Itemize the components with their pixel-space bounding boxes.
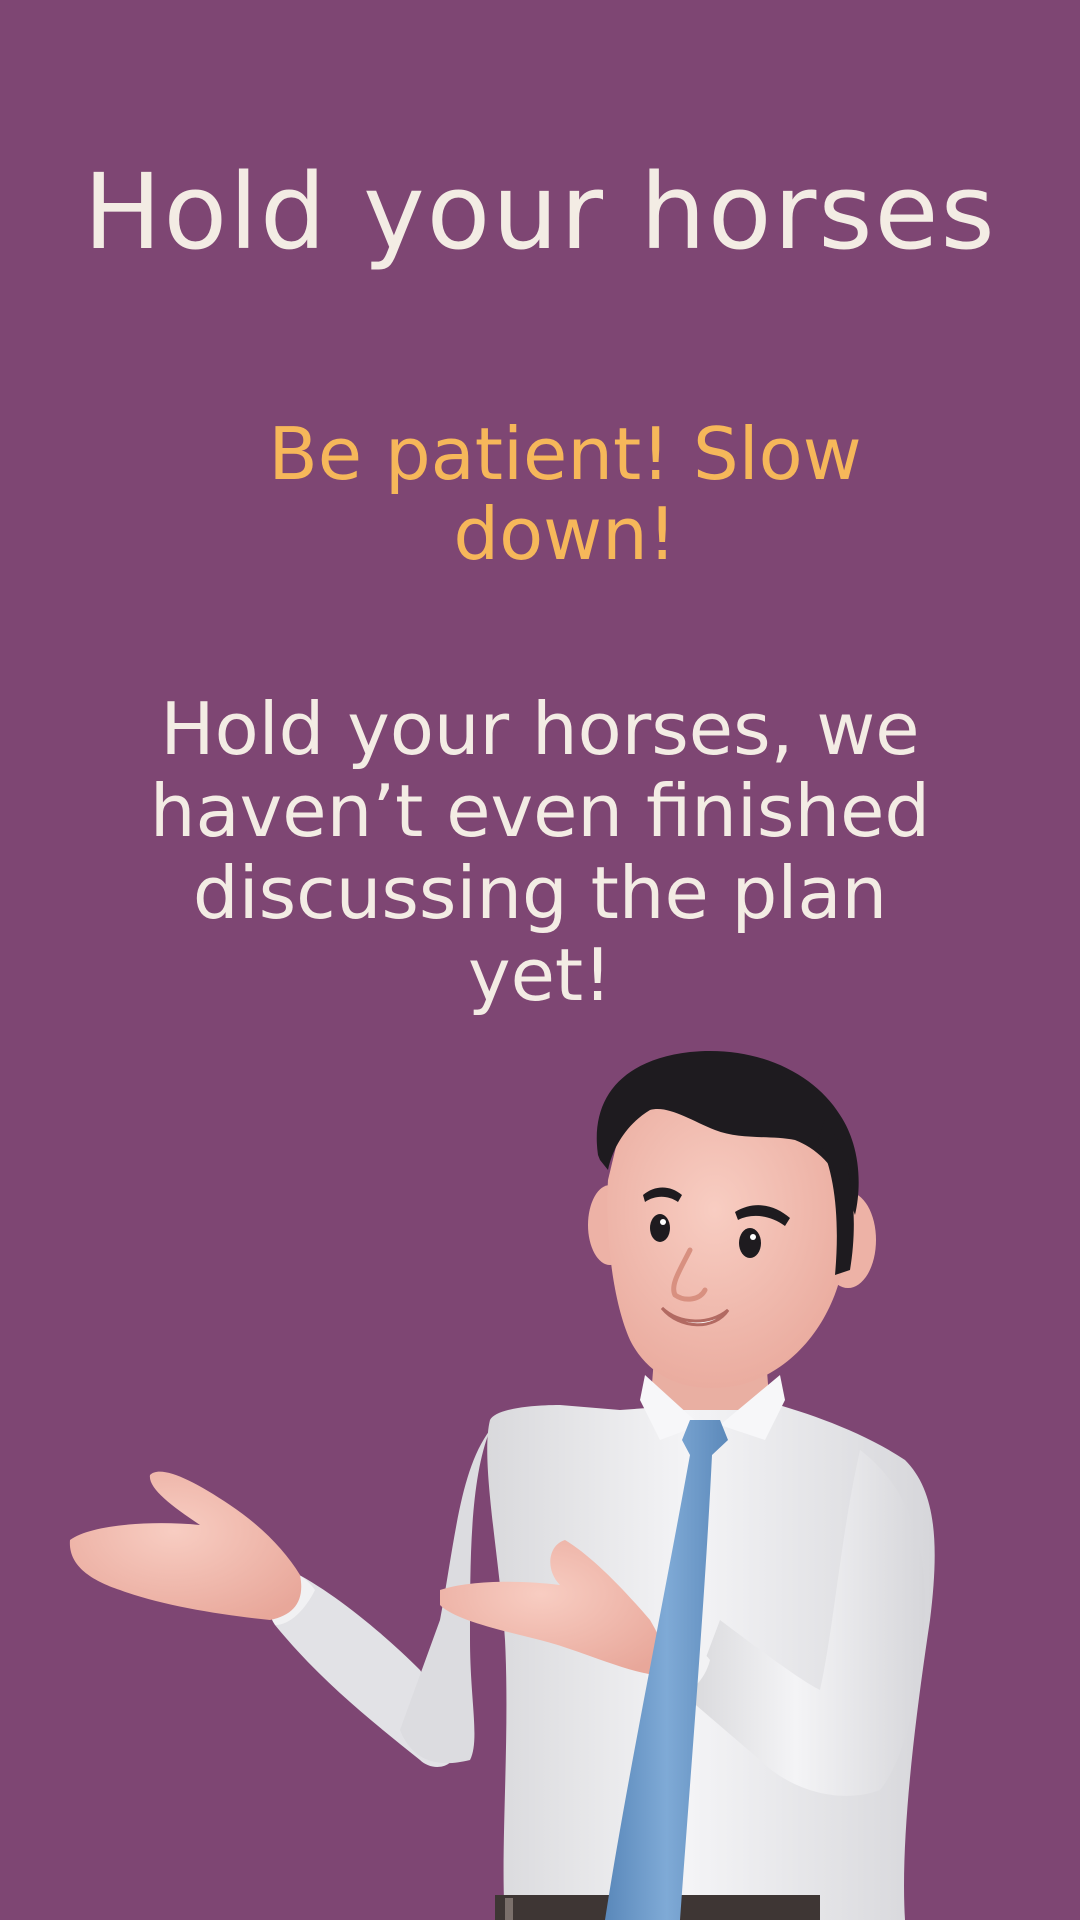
body-text: Hold your horses, we haven’t even finished discussing the plan yet! (149, 687, 931, 1017)
subtitle-text: Be patient! Slow down! (268, 412, 862, 576)
left-arm-shape (70, 1430, 490, 1767)
eye-shape (739, 1228, 761, 1258)
page-title: Hold your horses (83, 151, 997, 273)
eye-shape (650, 1214, 670, 1242)
businessman-illustration (0, 1030, 1080, 1920)
